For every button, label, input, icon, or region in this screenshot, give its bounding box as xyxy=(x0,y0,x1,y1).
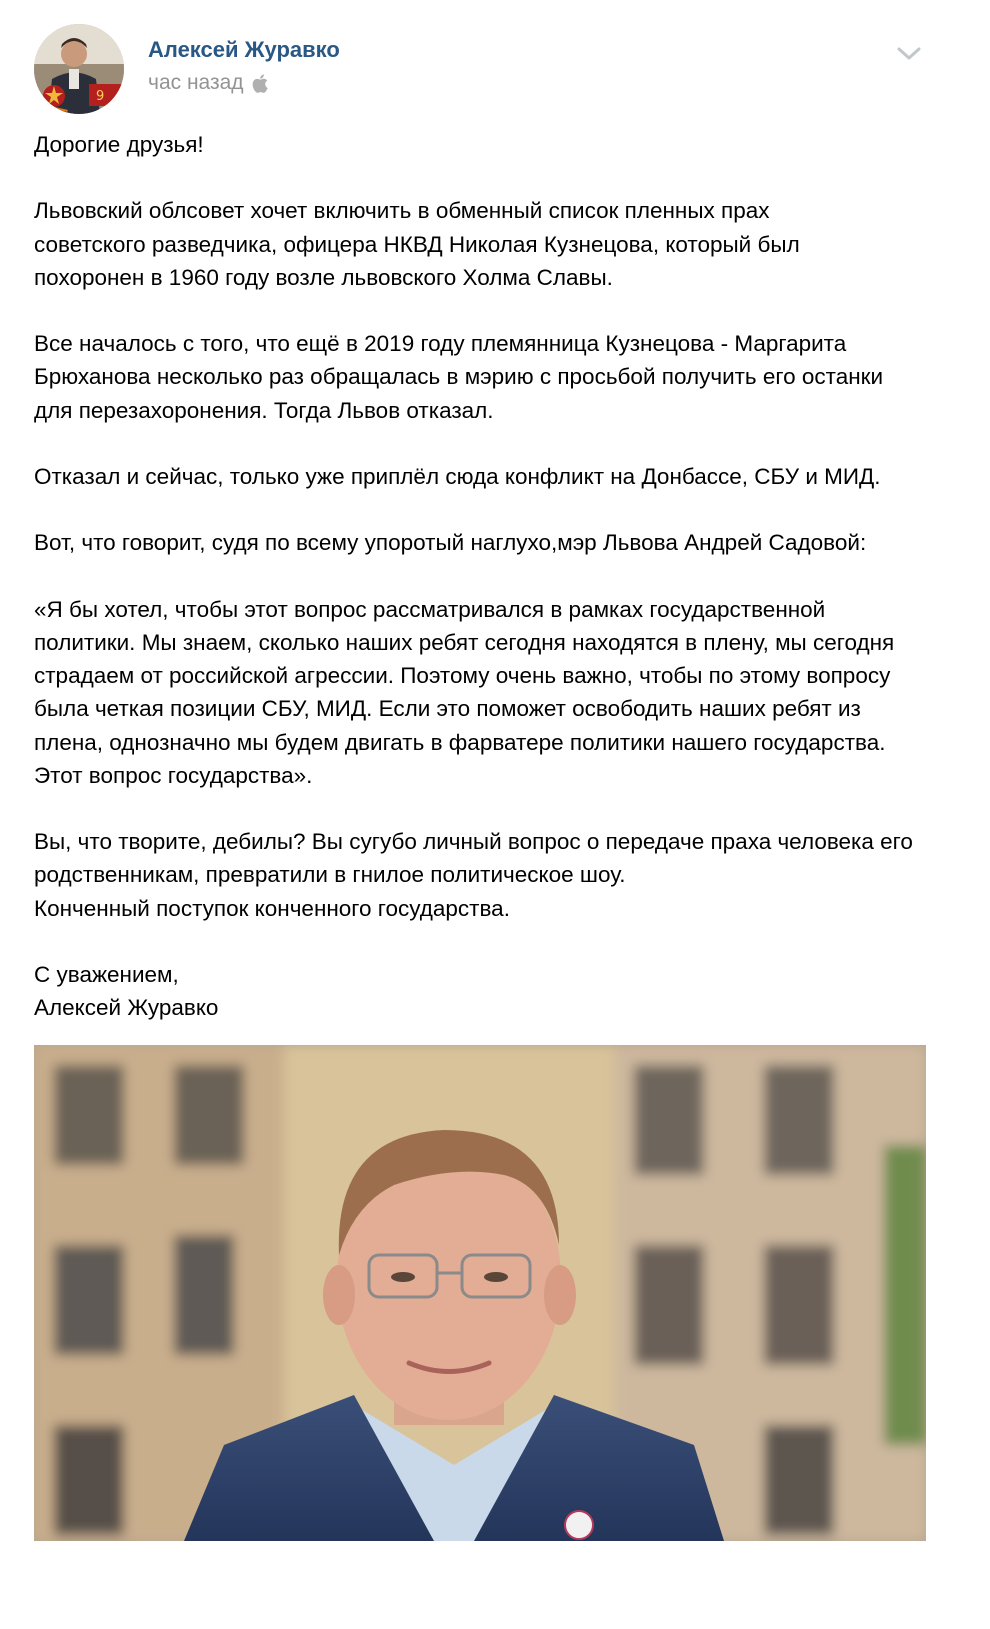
text-line: для перезахоронения. Тогда Львов отказал. xyxy=(34,397,494,423)
paragraph-history xyxy=(34,327,944,427)
post-time-text: час назад xyxy=(148,71,244,94)
text-line: Львовский облсовет хочет включить в обменный список пленных прах xyxy=(34,198,770,224)
post-text xyxy=(34,128,944,1024)
text-line: родственникам, превратили в гнилое политическое шоу. xyxy=(34,862,626,888)
post-photo[interactable] xyxy=(34,1045,926,1541)
text-line: политики. Мы знаем, сколько наших ребят сегодня находятся в плену, мы сегодня xyxy=(34,629,895,655)
text-line: Вот, что говорит, судя по всему упоротый наглухо,мэр Львова Андрей Садовой: xyxy=(34,530,867,556)
text-line: Алексей Журавко xyxy=(34,995,219,1021)
text-line: С уважением, xyxy=(34,961,179,987)
text-line: Конченный поступок конченного государства. xyxy=(34,895,510,921)
text-line: Вы, что творите, дебилы? Вы сугубо личный вопрос о передаче праха человека его xyxy=(34,829,913,855)
text-line: похоронен в 1960 году возле львовского Холма Славы. xyxy=(34,264,613,290)
paragraph-quote xyxy=(34,593,944,792)
post-timestamp[interactable] xyxy=(148,71,268,95)
chevron-down-icon[interactable] xyxy=(894,39,924,69)
avatar[interactable] xyxy=(34,24,124,114)
text-line: Отказал и сейчас, только уже приплёл сюда конфликт на Донбассе, СБУ и МИД. xyxy=(34,463,881,489)
avatar-image xyxy=(34,24,124,114)
paragraph-intro xyxy=(34,194,944,294)
paragraph-greeting xyxy=(34,128,944,161)
text-line: Дорогие друзья! xyxy=(34,132,204,157)
paragraph-quote-intro xyxy=(34,526,944,559)
text-line: была четкая позиции СБУ, МИД. Если это поможет освободить наших ребят из xyxy=(34,696,861,722)
paragraph-opinion xyxy=(34,825,944,925)
post-header xyxy=(34,24,954,114)
text-line: Все началось с того, что ещё в 2019 году племянница Кузнецова - Маргарита xyxy=(34,331,847,357)
paragraph-refusal xyxy=(34,460,944,493)
text-line: Этот вопрос государства». xyxy=(34,762,313,788)
text-line: плена, однозначно мы будем двигать в фарватере политики нашего государства. xyxy=(34,729,886,755)
text-line: советского разведчика, офицера НКВД Николая Кузнецова, который был xyxy=(34,231,800,257)
paragraph-signature xyxy=(34,958,944,1024)
text-line: страдаем от российской агрессии. Поэтому очень важно, чтобы по этому вопросу xyxy=(34,663,891,689)
svg-text:9: 9 xyxy=(96,89,105,104)
apple-icon xyxy=(252,74,268,93)
portrait-photo xyxy=(34,1045,926,1541)
author-name-link[interactable]: Алексей Журавко xyxy=(148,37,340,62)
text-line: Брюханова несколько раз обращалась в мэрию с просьбой получить его останки xyxy=(34,364,884,390)
text-line: «Я бы хотел, чтобы этот вопрос рассматривался в рамках государственной xyxy=(34,596,826,622)
